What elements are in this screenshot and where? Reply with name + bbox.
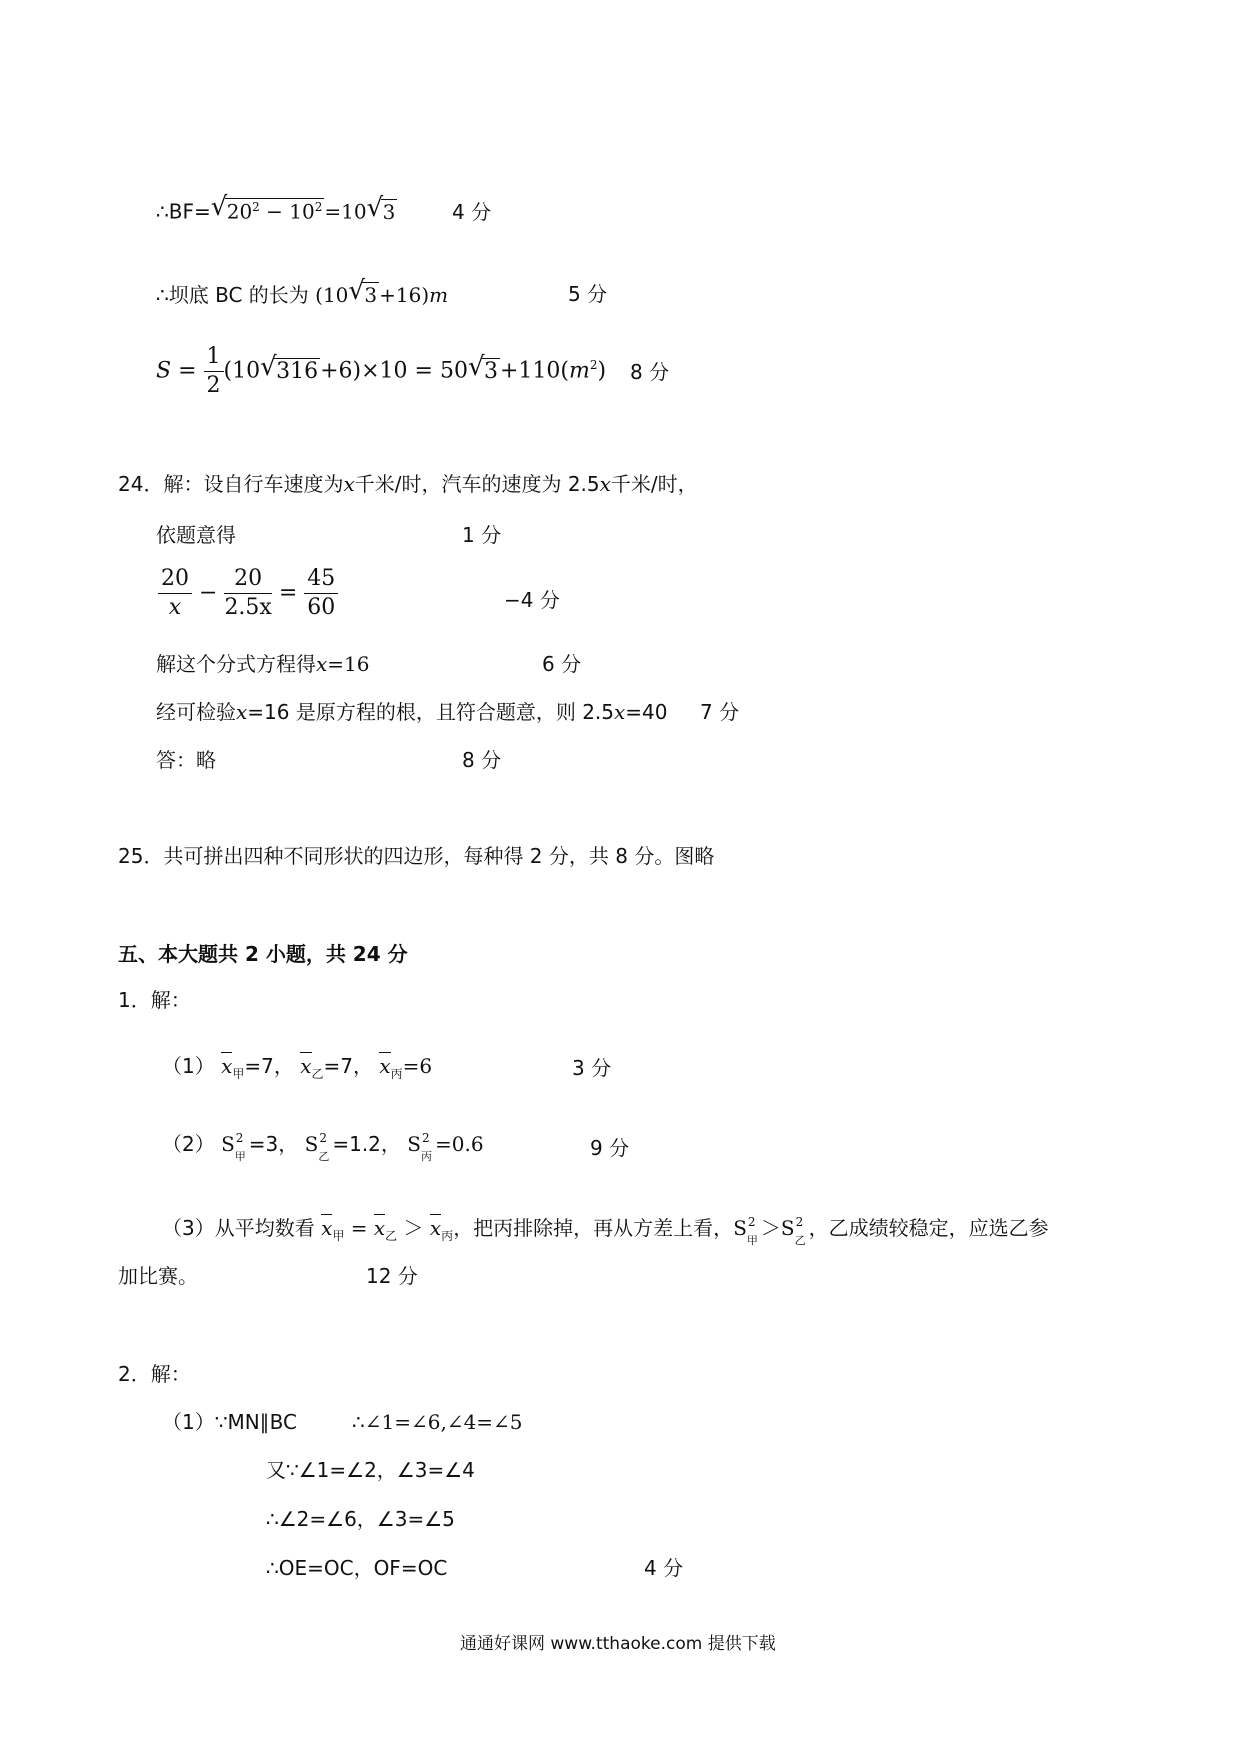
q24-score-4: −4 分 xyxy=(504,588,560,612)
q1-score-3: 3 分 xyxy=(572,1056,612,1080)
q2-label: 2．解： xyxy=(118,1362,191,1386)
q24-check: 经可检验x=16 是原方程的根，且符合题意，则 2.5x=40 xyxy=(156,700,668,724)
q1-part1: （1） $x_甲=7$， $x_乙=7$， $x_丙=6$ xyxy=(162,1054,433,1081)
q24-intro: 24．解：设自行车速度为x千米/时，汽车的速度为 2.5x千米/时， xyxy=(118,472,698,496)
q24-answer: 答：略 xyxy=(156,748,216,772)
q1-part3-line2: 加比赛。 xyxy=(118,1264,198,1288)
q25-text: 25．共可拼出四种不同形状的四边形，每种得 2 分，共 8 分。图略 xyxy=(118,844,715,868)
q2-line1: （1）∵MN∥BC xyxy=(162,1410,297,1434)
q24-score-7: 7 分 xyxy=(700,700,740,724)
q1-label: 1．解： xyxy=(118,988,191,1012)
q24-solve: 解这个分式方程得x=16 xyxy=(156,652,370,676)
q24-setup: 依题意得 xyxy=(156,523,236,547)
q24-score-6: 6 分 xyxy=(542,652,582,676)
q24-score-8: 8 分 xyxy=(462,748,502,772)
score-8: 8 分 xyxy=(630,360,670,384)
score-5: 5 分 xyxy=(568,282,608,306)
q2-line1-b: ∴∠1=∠6,∠4=∠5 xyxy=(352,1410,523,1434)
footer-credit: 通通好课网 www.tthaoke.com 提供下载 xyxy=(460,1634,776,1654)
q1-score-12: 12 分 xyxy=(366,1264,418,1288)
sqrt-bf: √ $20^2 - 10^2$ xyxy=(210,192,323,224)
q24-equation: $\frac{20}{x}$ − $\frac{20}{2.5x}$ = $\frac{45}{60}$ xyxy=(158,568,338,619)
q1-part2: （2） S 2 甲 =3， S 2 乙 =1.2， S 2 丙 =0.6 xyxy=(162,1130,484,1163)
q24-score-1: 1 分 xyxy=(462,523,502,547)
q2-line2: 又∵∠1=∠2，∠3=∠4 xyxy=(266,1458,475,1482)
score-4: 4 分 xyxy=(452,200,492,224)
q1-score-9: 9 分 xyxy=(590,1136,630,1160)
eq-area: S = $\frac{1}{2}$ (10 √ 316+6)×10 = 50 √ $3+110(m^2)$ xyxy=(156,344,607,398)
eq-bf: ∴BF= √ $20^2 - 10^2 =10$ √ 3 xyxy=(156,192,396,224)
q1-part3: （3）从平均数看 $x_甲 = x_乙 > x_丙$，把丙排除掉，再从方差上看，S 2 甲 ＞S 2 乙 ，乙成绩较稳定，应选乙参 xyxy=(162,1214,1049,1247)
eq-bc-length: ∴坝底 BC 的长为 (10 √ 3 +16)m xyxy=(156,276,449,307)
q2-line3: ∴∠2=∠6，∠3=∠5 xyxy=(266,1507,455,1531)
q2-line4: ∴OE=OC，OF=OC xyxy=(266,1556,448,1580)
section-heading: 五、本大题共 2 小题，共 24 分 xyxy=(118,942,408,966)
q2-score-4: 4 分 xyxy=(644,1556,684,1580)
